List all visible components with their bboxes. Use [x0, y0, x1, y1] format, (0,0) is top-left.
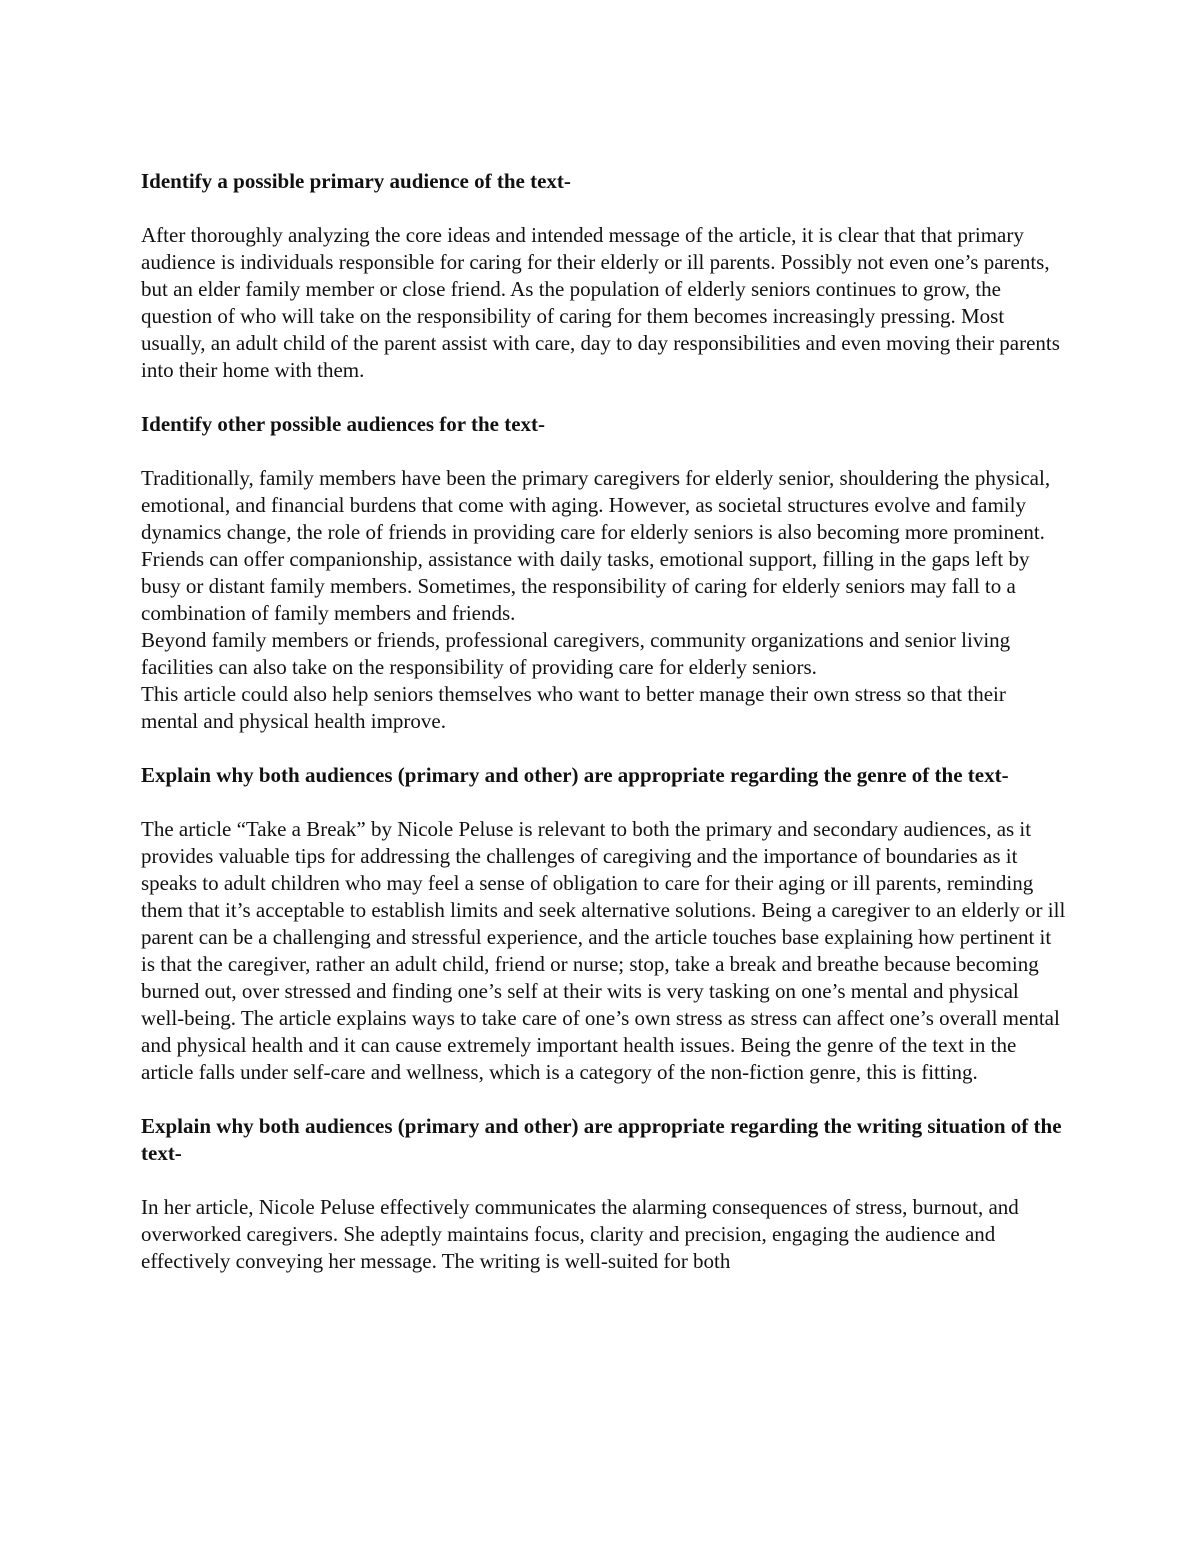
section-writing-situation: [141, 1113, 1066, 1275]
section-other-audiences: [141, 411, 1066, 735]
section-genre: [141, 762, 1066, 1086]
section-heading: Identify other possible audiences for the text-: [141, 412, 546, 436]
section-heading: Explain why both audiences (primary and other) are appropriate regarding the writing situation of the text-: [141, 1114, 1062, 1165]
paragraph: After thoroughly analyzing the core ideas and intended message of the article, it is clear that that primary audience is individuals responsible for caring for their elderly or ill parents. Possibly not even one’s parents, but an elder family member or close friend. As the population of elderly seniors continues to grow, the question of who will take on the responsibility of caring for them becomes increasingly pressing. Most usually, an adult child of the parent assist with care, day to day responsibilities and even moving their parents into their home with them.: [141, 223, 1060, 382]
section-primary-audience: [141, 168, 1066, 384]
paragraph: In her article, Nicole Peluse effectively communicates the alarming consequences of stress, burnout, and overworked caregivers. She adeptly maintains focus, clarity and precision, engaging the audience and effectively conveying her message. The writing is well-suited for both: [141, 1195, 1019, 1273]
document-page: [141, 168, 1066, 1302]
section-heading: Explain why both audiences (primary and other) are appropriate regarding the genre of the text-: [141, 763, 1009, 787]
paragraph: The article “Take a Break” by Nicole Peluse is relevant to both the primary and secondary audiences, as it provides valuable tips for addressing the challenges of caregiving and the importance of boundaries as it speaks to adult children who may feel a sense of obligation to care for their aging or ill parents, reminding them that it’s acceptable to establish limits and seek alternative solutions. Being a caregiver to an elderly or ill parent can be a challenging and stressful experience, and the article touches base explaining how pertinent it is that the caregiver, rather an adult child, friend or nurse; stop, take a break and breathe because becoming burned out, over stressed and finding one’s self at their wits is very tasking on one’s mental and physical well-being. The article explains ways to take care of one’s own stress as stress can affect one’s overall mental and physical health and it can cause extremely important health issues. Being the genre of the text in the article falls under self-care and wellness, which is a category of the non-fiction genre, this is fitting.: [141, 817, 1066, 1084]
paragraph: Traditionally, family members have been the primary caregivers for elderly senior, shouldering the physical, emotional, and financial burdens that come with aging. However, as societal structures evolve and family dynamics change, the role of friends in providing care for elderly seniors is also becoming more prominent. Friends can offer companionship, assistance with daily tasks, emotional support, filling in the gaps left by busy or distant family members. Sometimes, the responsibility of caring for elderly seniors may fall to a combination of family members and friends.: [141, 466, 1051, 625]
paragraph: This article could also help seniors themselves who want to better manage their own stress so that their mental and physical health improve.: [141, 682, 1006, 733]
paragraph: Beyond family members or friends, professional caregivers, community organizations and senior living facilities can also take on the responsibility of providing care for elderly seniors.: [141, 628, 1011, 679]
section-heading: Identify a possible primary audience of the text-: [141, 169, 571, 193]
